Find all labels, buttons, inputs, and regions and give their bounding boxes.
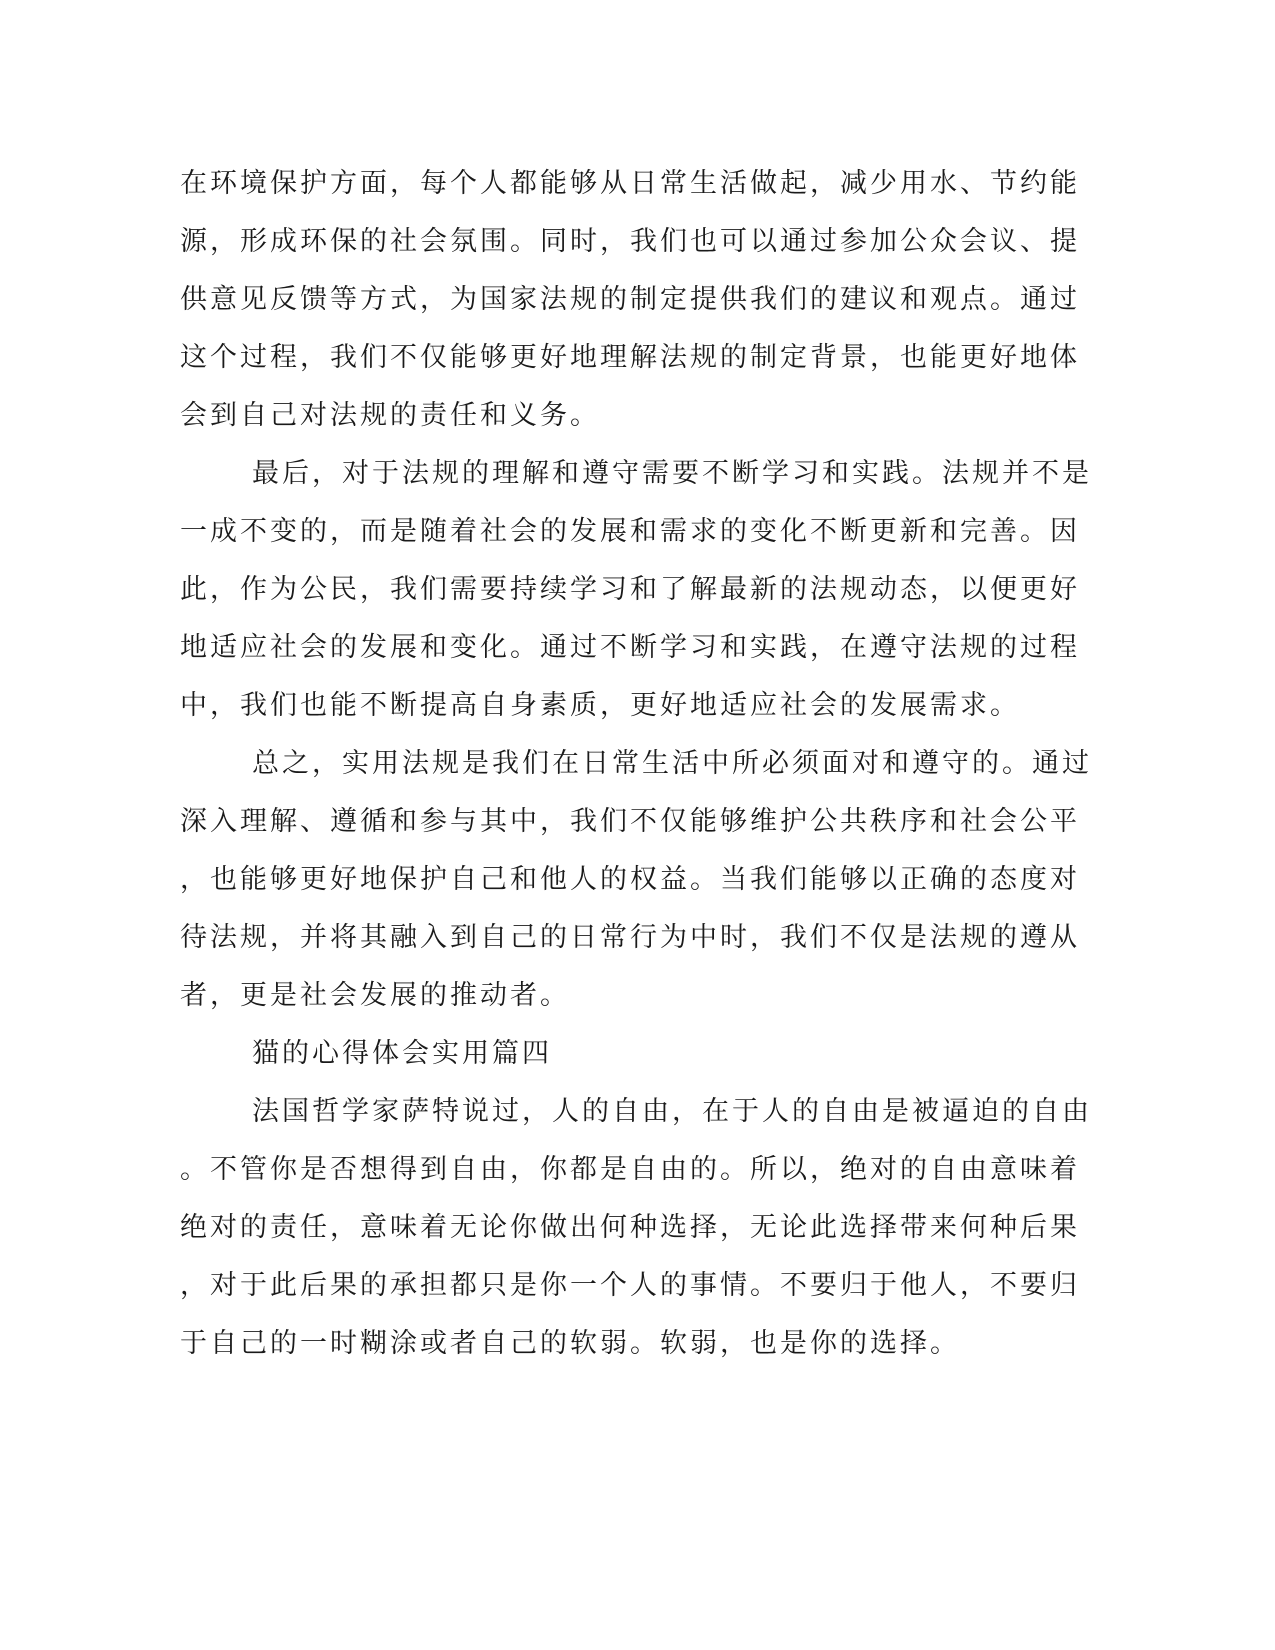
- text-line: ，也能够更好地保护自己和他人的权益。当我们能够以正确的态度对: [180, 864, 1080, 895]
- text-line: 待法规，并将其融入到自己的日常行为中时，我们不仅是法规的遵从: [180, 922, 1080, 953]
- text-line: 在环境保护方面，每个人都能够从日常生活做起，减少用水、节约能: [180, 168, 1080, 199]
- paragraph-first-line: 法国哲学家萨特说过，人的自由，在于人的自由是被逼迫的自由: [252, 1096, 1092, 1127]
- text-line: ，对于此后果的承担都只是你一个人的事情。不要归于他人，不要归: [180, 1270, 1080, 1301]
- paragraph-first-line: 最后，对于法规的理解和遵守需要不断学习和实践。法规并不是: [252, 458, 1092, 489]
- text-line: 会到自己对法规的责任和义务。: [180, 400, 600, 431]
- text-line: 中，我们也能不断提高自身素质，更好地适应社会的发展需求。: [180, 690, 1020, 721]
- document-body: [180, 155, 1092, 1373]
- text-line: 于自己的一时糊涂或者自己的软弱。软弱，也是你的选择。: [180, 1328, 960, 1359]
- text-line: 地适应社会的发展和变化。通过不断学习和实践，在遵守法规的过程: [180, 632, 1080, 663]
- text-line: 此，作为公民，我们需要持续学习和了解最新的法规动态，以便更好: [180, 574, 1080, 605]
- text-line: 者，更是社会发展的推动者。: [180, 980, 570, 1011]
- text-line: 这个过程，我们不仅能够更好地理解法规的制定背景，也能更好地体: [180, 342, 1080, 373]
- text-line: 供意见反馈等方式，为国家法规的制定提供我们的建议和观点。通过: [180, 284, 1080, 315]
- text-line: 源，形成环保的社会氛围。同时，我们也可以通过参加公众会议、提: [180, 226, 1080, 257]
- text-line: 一成不变的，而是随着社会的发展和需求的变化不断更新和完善。因: [180, 516, 1080, 547]
- section-heading: 猫的心得体会实用篇四: [252, 1038, 552, 1069]
- text-line: 绝对的责任，意味着无论你做出何种选择，无论此选择带来何种后果: [180, 1212, 1080, 1243]
- paragraph-first-line: 总之，实用法规是我们在日常生活中所必须面对和遵守的。通过: [252, 748, 1092, 779]
- text-line: 深入理解、遵循和参与其中，我们不仅能够维护公共秩序和社会公平: [180, 806, 1080, 837]
- text-line: 。不管你是否想得到自由，你都是自由的。所以，绝对的自由意味着: [180, 1154, 1080, 1185]
